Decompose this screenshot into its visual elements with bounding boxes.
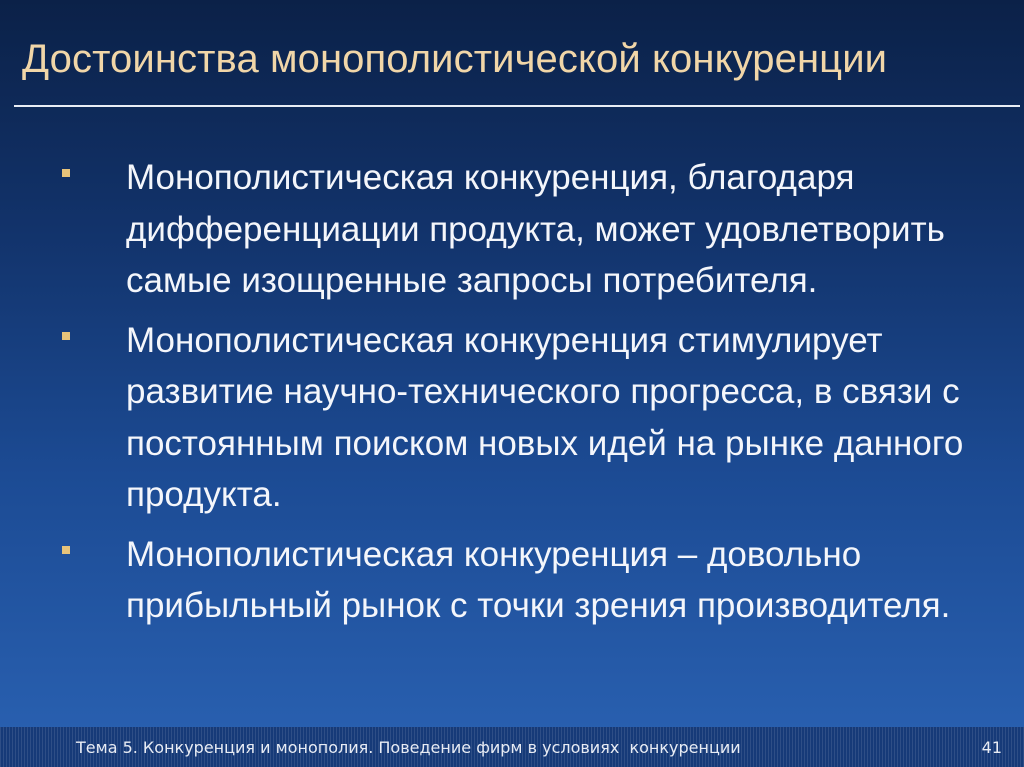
bullet-item <box>0 315 1024 521</box>
bullet-text: Монополистическая конкуренция, благодаря дифференциации продукта, может удовлетворить самые изощренные запросы потребителя. <box>126 158 945 300</box>
square-bullet-icon <box>62 546 70 554</box>
square-bullet-icon <box>62 169 70 177</box>
bullet-item <box>0 152 1024 307</box>
bullet-text: Монополистическая конкуренция стимулирует развитие научно-технического прогресса, в связи с постоянным поиском новых идей на рынке данного продукта. <box>126 320 964 514</box>
bullet-text: Монополистическая конкуренция – довольно прибыльный рынок с точки зрения производителя. <box>126 534 951 625</box>
footer-topic: Тема 5. Конкуренция и монополия. Поведение фирм в условиях конкуренции <box>76 738 741 757</box>
page-number: 41 <box>981 738 1002 757</box>
title-divider <box>14 105 1020 107</box>
slide-title: Достоинства монополистической конкуренции <box>22 37 888 81</box>
square-bullet-icon <box>62 332 70 340</box>
bullet-item <box>0 529 1024 632</box>
bullet-list <box>0 152 1024 640</box>
